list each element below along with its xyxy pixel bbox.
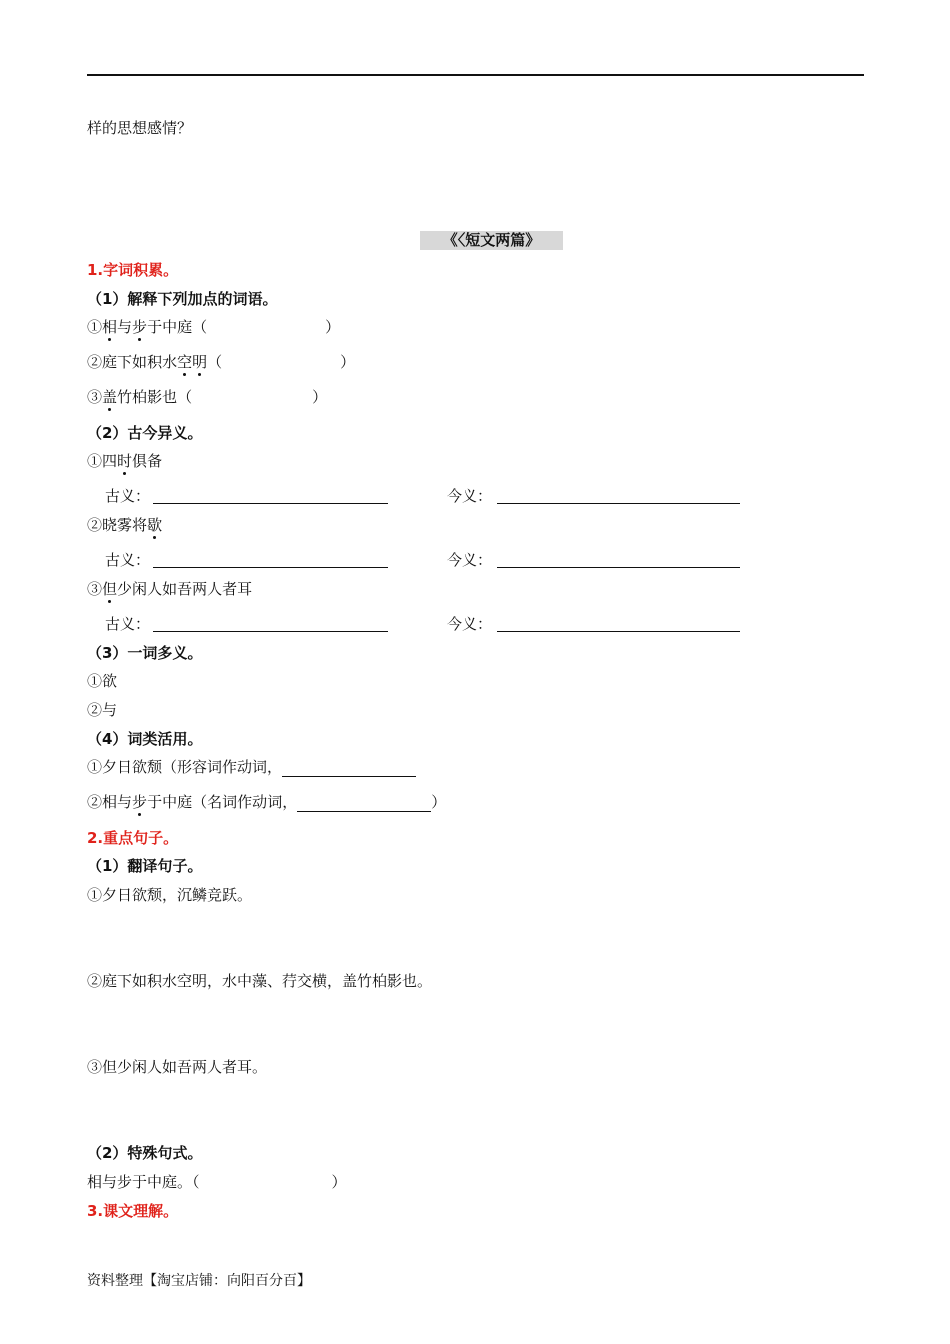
answer-blank[interactable] [282,760,416,777]
q1-1-heading: （1）解释下列加点的词语。 [87,290,278,308]
q1-2-item-3: ③但少闲人如吾两人者耳 [87,580,253,598]
q2-1-item-2: ②庭下如积水空明，水中藻、荇交横，盖竹柏影也。 [87,972,433,990]
q2-2-heading: （2）特殊句式。 [87,1144,203,1162]
old-meaning-label: 古义： [105,615,151,633]
emphasis-dot-char: 空 [177,353,193,371]
continuation-text: 样的思想感情？ [87,119,193,137]
q2-1-heading: （1）翻译句子。 [87,857,203,875]
old-meaning-blank[interactable] [153,567,388,568]
section-title: 《〈短文两篇》 [420,231,563,250]
q1-3-heading: （3）一词多义。 [87,644,203,662]
q1-3-item-2: ②与 [87,701,118,719]
emphasis-dot-char: 时 [117,452,133,470]
q1-3-item-1: ①欲 [87,672,118,690]
answer-blank[interactable] [297,795,431,812]
new-meaning-label: 今义： [447,551,493,569]
new-meaning-blank[interactable] [497,503,740,504]
emphasis-dot-char: 但 [102,580,118,598]
emphasis-dot-char: 明 [192,353,208,371]
q1-2-heading: （2）古今异义。 [87,424,203,442]
q2-2-sentence: 相与步于中庭。（ ） [87,1173,347,1191]
new-meaning-blank[interactable] [497,567,740,568]
footer-text: 资料整理【淘宝店铺：向阳百分百】 [87,1273,311,1289]
old-meaning-label: 古义： [105,487,151,505]
emphasis-dot-char: 歇 [147,516,163,534]
section-3-heading: 3.课文理解。 [87,1202,179,1220]
emphasis-dot-char: 步 [132,793,148,811]
section-1-heading: 1.字词积累。 [87,261,179,279]
new-meaning-blank[interactable] [497,631,740,632]
new-meaning-label: 今义： [447,615,493,633]
header-rule [87,74,864,76]
q1-1-item-1: ①相与步于中庭（ ） [87,318,341,336]
old-meaning-blank[interactable] [153,503,388,504]
emphasis-dot-char: 步 [132,318,148,336]
old-meaning-label: 古义： [105,551,151,569]
q2-1-item-3: ③但少闲人如吾两人者耳。 [87,1058,268,1076]
q1-4-item-1: ①夕日欲颓（形容词作动词， [87,757,416,777]
q1-1-item-3: ③盖竹柏影也（ ） [87,388,328,406]
new-meaning-label: 今义： [447,487,493,505]
q2-1-item-1: ①夕日欲颓，沉鳞竞跃。 [87,886,253,904]
q1-4-item-2: ②相与步于中庭（名词作动词， ） [87,793,447,811]
emphasis-dot-char: 盖 [102,388,118,406]
q1-2-item-1: ①四时俱备 [87,452,163,470]
q1-4-heading: （4）词类活用。 [87,730,203,748]
emphasis-dot-char: 相 [102,318,118,336]
q1-2-item-2: ②晓雾将歇 [87,516,163,534]
old-meaning-blank[interactable] [153,631,388,632]
q1-1-item-2: ②庭下如积水空明（ ） [87,353,356,371]
section-2-heading: 2.重点句子。 [87,829,179,847]
